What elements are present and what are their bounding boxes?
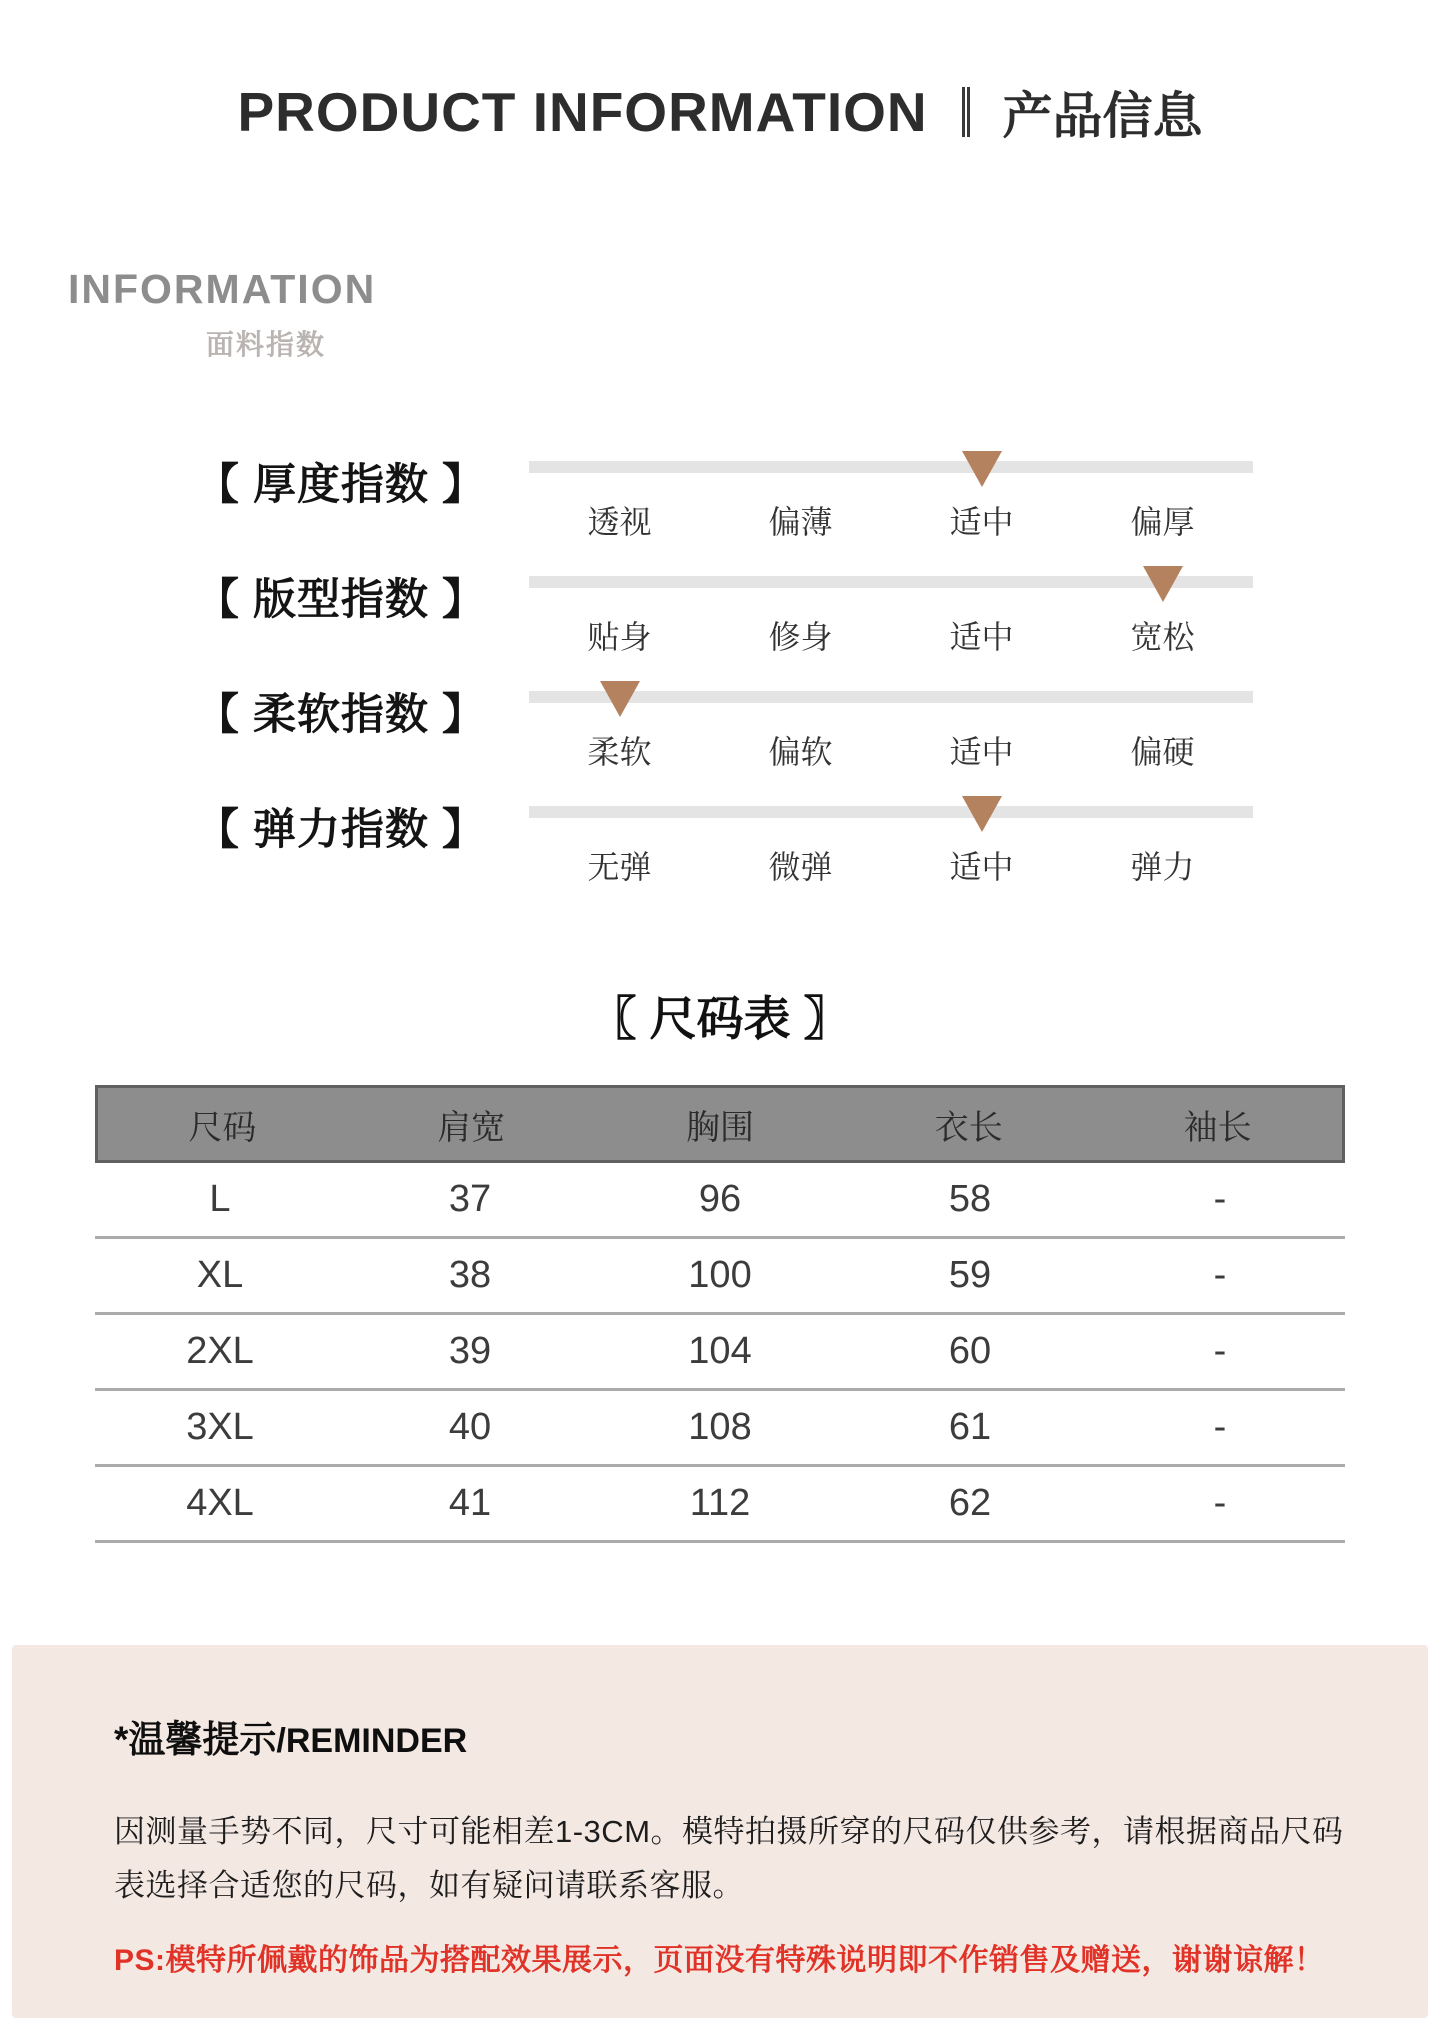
size-chart-cell: - (1213, 1482, 1227, 1524)
scale-option-label: 适中 (949, 619, 1014, 655)
fabric-index-scale (529, 449, 1253, 540)
scale-option-label: 无弹 (587, 849, 652, 885)
page-header (0, 0, 1440, 148)
scale-option-label: 适中 (949, 504, 1014, 540)
header-divider-icon (962, 87, 970, 137)
scale-option-label: 修身 (768, 619, 833, 655)
size-chart-cell: - (1213, 1406, 1227, 1448)
size-chart-cell: 39 (448, 1330, 492, 1372)
size-chart-column-header: 胸围 (685, 1108, 754, 1147)
reminder-title-en: /REMINDER (276, 1722, 468, 1760)
size-chart-cell: 60 (948, 1330, 992, 1372)
size-chart-column-header: 肩宽 (437, 1108, 506, 1147)
size-chart-cell: 40 (448, 1406, 492, 1448)
size-chart-cell: - (1213, 1254, 1227, 1296)
size-chart-cell: 100 (688, 1254, 752, 1296)
reminder-body-text: 因测量手势不同，尺寸可能相差1-3CM。模特拍摄所穿的尺码仅供参考，请根据商品尺码表选择合适您的尺码，如有疑问请联系客服。 (114, 1814, 1344, 1903)
scale-bar (529, 461, 1253, 473)
marker-triangle-icon (962, 451, 1002, 487)
fabric-index-row (0, 564, 1440, 655)
scale-option-label: 适中 (949, 734, 1014, 770)
size-chart-cell: 96 (698, 1178, 742, 1220)
size-chart-column-header: 袖长 (1183, 1108, 1252, 1147)
scale-option-label: 透视 (587, 504, 652, 540)
scale-option-label: 偏硬 (1130, 734, 1195, 770)
fabric-index-scale (529, 794, 1253, 885)
marker-triangle-icon (1143, 566, 1183, 602)
size-chart-cell: 112 (689, 1482, 751, 1524)
scale-option-label: 柔软 (587, 734, 652, 770)
size-chart-row (95, 1239, 1345, 1315)
scale-option-label: 适中 (949, 849, 1014, 885)
size-chart-cell: L (209, 1178, 231, 1220)
reminder-title (114, 1709, 1358, 1763)
size-chart-cell: 41 (448, 1482, 492, 1524)
fabric-index-label: 【 版型指数 】 (196, 576, 486, 624)
size-chart-row (95, 1163, 1345, 1239)
page-title-zh: 产品信息 (1002, 88, 1203, 144)
scale-option-labels (529, 727, 1253, 773)
size-chart-cell: XL (196, 1254, 244, 1296)
size-chart-cell: 37 (448, 1178, 492, 1220)
scale-option-label: 贴身 (587, 619, 652, 655)
info-heading: INFORMATION (68, 266, 377, 312)
fabric-index-label: 【 厚度指数 】 (196, 461, 486, 509)
size-chart-cell: 4XL (186, 1482, 254, 1524)
size-chart-cell: 61 (948, 1406, 992, 1448)
info-subheading: 面料指数 (206, 329, 327, 360)
size-chart-cell: - (1213, 1330, 1227, 1372)
size-chart-title: 〖 尺码表 〗 (589, 992, 851, 1045)
fabric-index-row (0, 449, 1440, 540)
size-chart-row (95, 1467, 1345, 1543)
reminder-ps-text: PS:模特所佩戴的饰品为搭配效果展示，页面没有特殊说明即不作销售及赠送，谢谢谅解！ (114, 1943, 1325, 1977)
scale-option-label: 宽松 (1130, 619, 1195, 655)
size-chart-cell: 62 (948, 1482, 992, 1524)
fabric-index-row (0, 794, 1440, 885)
marker-triangle-icon (600, 681, 640, 717)
size-chart-column-header: 尺码 (188, 1108, 257, 1147)
fabric-index-list (0, 449, 1440, 885)
scale-option-label: 微弹 (768, 849, 833, 885)
size-chart-cell: 38 (448, 1254, 492, 1296)
info-heading-block (68, 266, 1440, 363)
size-chart-cell: 108 (688, 1406, 752, 1448)
scale-option-labels (529, 612, 1253, 658)
page-title-en: PRODUCT INFORMATION (237, 81, 928, 143)
scale-option-labels (529, 497, 1253, 543)
scale-option-label: 偏厚 (1130, 504, 1195, 540)
fabric-index-scale (529, 564, 1253, 655)
fabric-index-scale (529, 679, 1253, 770)
size-chart-header-row (95, 1085, 1345, 1163)
size-chart-row (95, 1315, 1345, 1391)
scale-option-labels (529, 842, 1253, 888)
size-chart-cell: - (1213, 1178, 1227, 1220)
size-chart-cell: 2XL (186, 1330, 254, 1372)
scale-bar (529, 806, 1253, 818)
size-chart-row (95, 1391, 1345, 1467)
size-chart-table (95, 1085, 1345, 1543)
size-chart-cell: 104 (688, 1330, 752, 1372)
scale-option-label: 弹力 (1130, 849, 1195, 885)
scale-option-label: 偏薄 (768, 504, 833, 540)
size-chart-cell: 58 (948, 1178, 992, 1220)
fabric-index-label: 【 柔软指数 】 (196, 691, 486, 739)
size-chart-body (95, 1163, 1345, 1543)
scale-option-label: 偏软 (768, 734, 833, 770)
fabric-index-row (0, 679, 1440, 770)
fabric-index-label: 【 弹力指数 】 (196, 806, 486, 854)
size-chart-cell: 59 (948, 1254, 992, 1296)
marker-triangle-icon (962, 796, 1002, 832)
size-chart-column-header: 衣长 (934, 1108, 1003, 1147)
size-chart-cell: 3XL (186, 1406, 254, 1448)
reminder-panel (12, 1645, 1428, 2018)
reminder-title-zh: *温馨提示 (114, 1719, 277, 1760)
